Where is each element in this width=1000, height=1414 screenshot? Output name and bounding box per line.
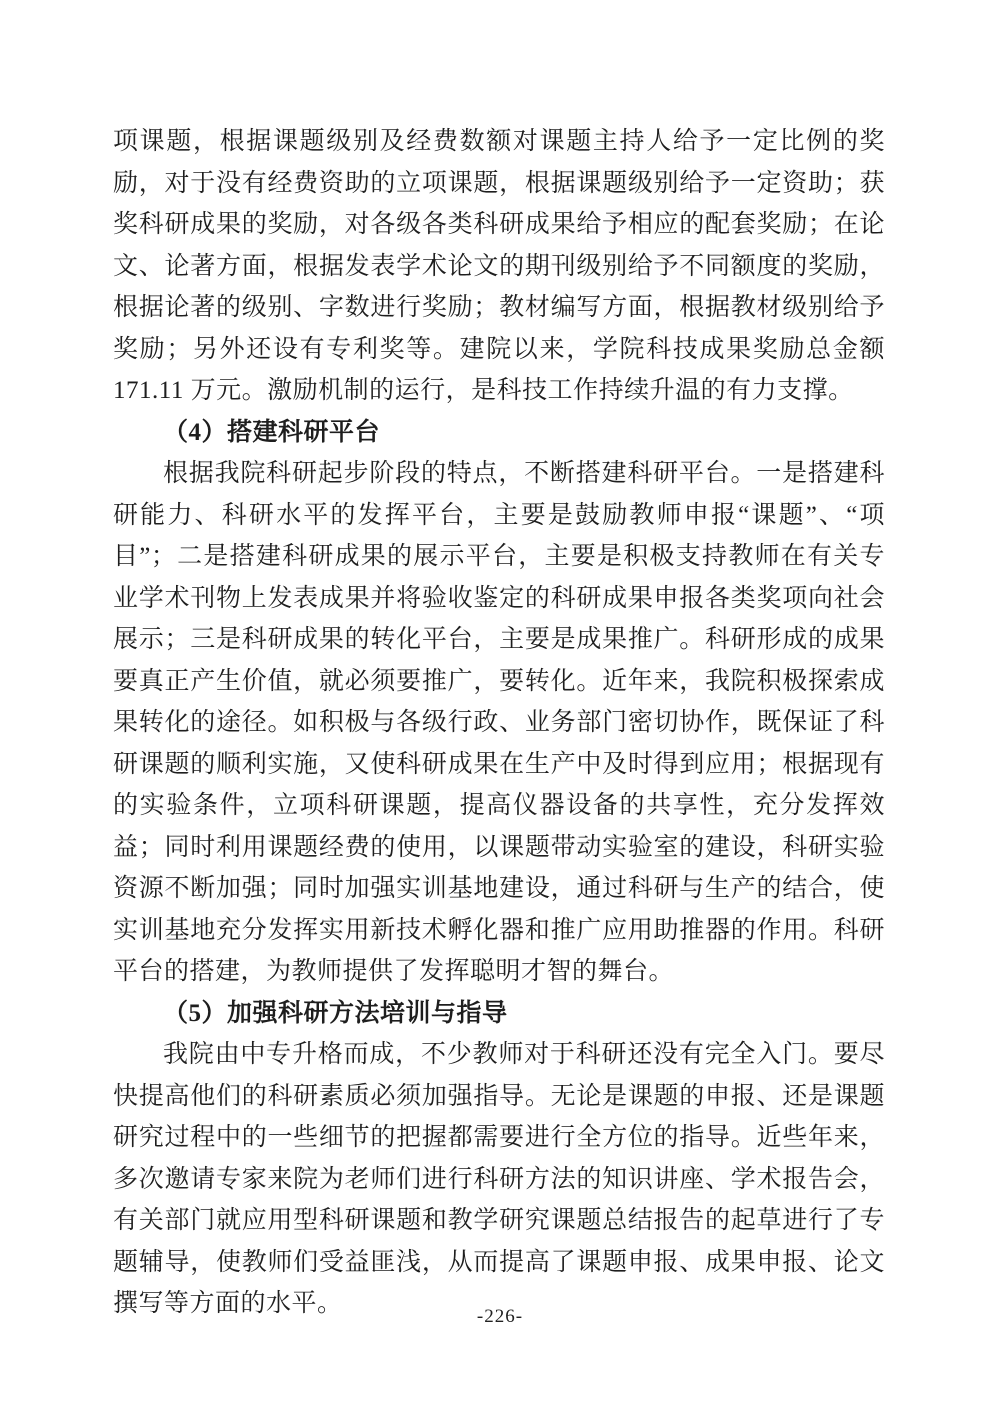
document-body: [113, 121, 885, 1325]
section-heading-5: （5）加强科研方法培训与指导: [163, 999, 508, 1027]
paragraph-research-training: 我院由中专升格而成，不少教师对于科研还没有完全入门。要尽快提高他们的科研素质必须加强指导。无论是课题的申报、还是课题研究过程中的一些细节的把握都需要进行全方位的指导。近些年来，多次邀请专家来院为老师们进行科研方法的知识讲座、学术报告会，有关部门就应用型科研课题和教学研究课题总结报告的起草进行了专题辅导，使教师们受益匪浅，从而提高了课题申报、成果申报、论文撰写等方面的水平。: [113, 1041, 885, 1317]
page-number: -226-: [476, 1306, 524, 1327]
section-heading-4: （4）搭建科研平台: [163, 418, 381, 446]
paragraph-continuation: 项课题，根据课题级别及经费数额对课题主持人给予一定比例的奖励，对于没有经费资助的立项课题，根据课题级别给予一定资助；获奖科研成果的奖励，对各级各类科研成果给予相应的配套奖励；在论文、论著方面，根据发表学术论文的期刊级别给予不同额度的奖励，根据论著的级别、字数进行奖励；教材编写方面，根据教材级别给予奖励；另外还设有专利奖等。建院以来，学院科技成果奖励总金额 171.11 万元。激励机制的运行，是科技工作持续升温的有力支撑。: [113, 128, 885, 404]
page-footer: [0, 1306, 1000, 1328]
paragraph-research-platform: 根据我院科研起步阶段的特点，不断搭建科研平台。一是搭建科研能力、科研水平的发挥平台，主要是鼓励教师申报“课题”、“项目”；二是搭建科研成果的展示平台，主要是积极支持教师在有关专业学术刊物上发表成果并将验收鉴定的科研成果申报各类奖项向社会展示；三是科研成果的转化平台，主要是成果推广。科研形成的成果要真正产生价值，就必须要推广，要转化。近年来，我院积极探索成果转化的途径。如积极与各级行政、业务部门密切协作，既保证了科研课题的顺利实施，又使科研成果在生产中及时得到应用；根据现有的实验条件，立项科研课题，提高仪器设备的共享性，充分发挥效益；同时利用课题经费的使用，以课题带动实验室的建设，科研实验资源不断加强；同时加强实训基地建设，通过科研与生产的结合，使实训基地充分发挥实用新技术孵化器和推广应用助推器的作用。科研平台的搭建，为教师提供了发挥聪明才智的舞台。: [113, 460, 885, 985]
